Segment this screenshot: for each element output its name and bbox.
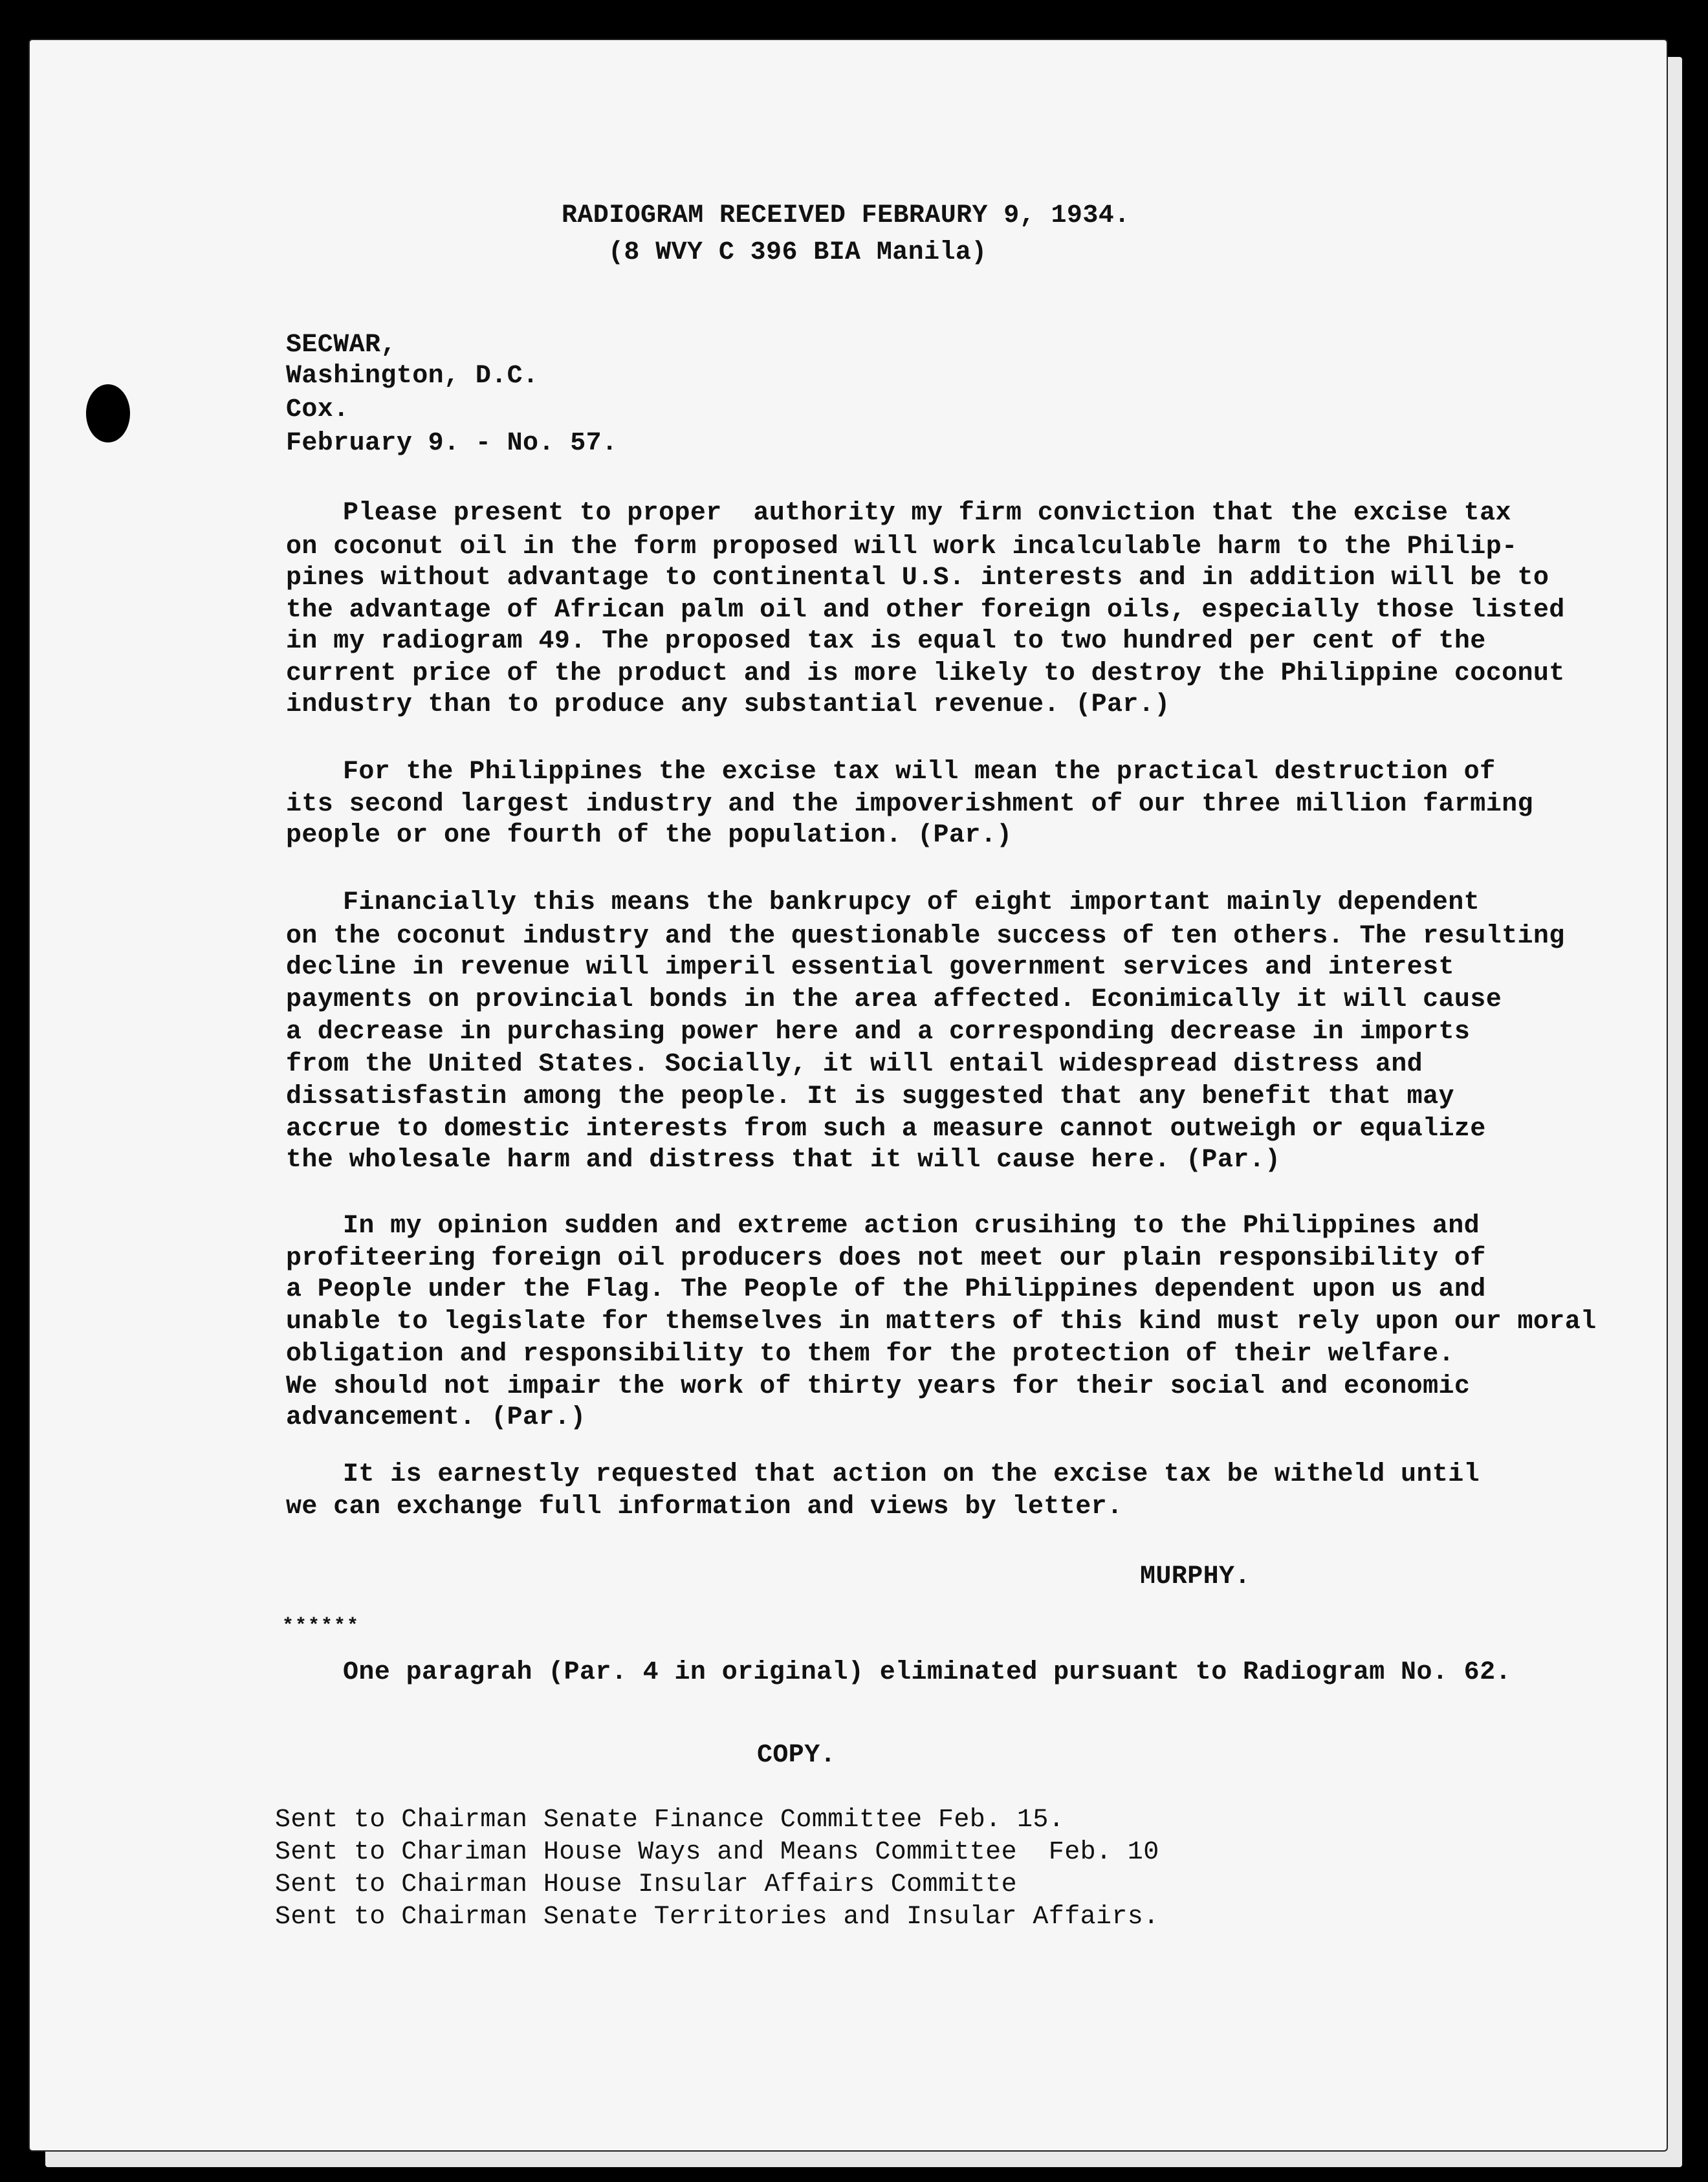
paragraph-line: decline in revenue will imperil essential government services and interest: [286, 953, 1454, 982]
distribution-line: Sent to Chairman House Insular Affairs Committe: [275, 1870, 1017, 1899]
paragraph-line: we can exchange full information and views by letter.: [286, 1492, 1123, 1522]
paragraph-line: its second largest industry and the impoverishment of our three million farming: [286, 790, 1533, 819]
distribution-line: Sent to Chariman House Ways and Means Committee Feb. 10: [275, 1838, 1159, 1867]
paragraph-line: people or one fourth of the population. (Par.): [286, 821, 1013, 850]
paragraph-line: Financially this means the bankrupcy of eight important mainly dependent: [343, 888, 1480, 917]
paragraph-line: in my radiogram 49. The proposed tax is equal to two hundred per cent of the: [286, 627, 1486, 656]
paragraph-line: dissatisfastin among the people. It is suggested that any benefit that may: [286, 1082, 1454, 1111]
distribution-line: Sent to Chairman Senate Finance Committee Feb. 15.: [275, 1806, 1065, 1835]
paragraph-line: the wholesale harm and distress that it will cause here. (Par.): [286, 1146, 1281, 1175]
paragraph-line: We should not impair the work of thirty years for their social and economic: [286, 1372, 1471, 1401]
separator-stars: ******: [282, 1615, 360, 1637]
address-line: Washington, D.C.: [286, 362, 539, 391]
copy-label: COPY.: [757, 1741, 837, 1770]
paragraph-line: on the coconut industry and the questionable success of ten others. The resulting: [286, 922, 1565, 951]
paragraph-line: on coconut oil in the form proposed will work incalculable harm to the Philip-: [286, 532, 1518, 562]
radiogram-reference: (8 WVY C 396 BIA Manila): [608, 238, 987, 267]
radiogram-heading: RADIOGRAM RECEIVED FEBRAURY 9, 1934.: [562, 201, 1130, 230]
paragraph-line: a People under the Flag. The People of the Philippines dependent upon us and: [286, 1275, 1486, 1304]
paragraph-line: unable to legislate for themselves in matters of this kind must rely upon our moral: [286, 1307, 1597, 1336]
distribution-line: Sent to Chairman Senate Territories and Insular Affairs.: [275, 1903, 1159, 1932]
paragraph-line: In my opinion sudden and extreme action crusihing to the Philippines and: [343, 1212, 1480, 1241]
paragraph-line: advancement. (Par.): [286, 1403, 586, 1432]
address-line: February 9. - No. 57.: [286, 429, 618, 458]
paragraph-line: For the Philippines the excise tax will mean the practical destruction of: [343, 758, 1496, 787]
address-line: SECWAR,: [286, 331, 397, 360]
paragraph-line: industry than to produce any substantial revenue. (Par.): [286, 690, 1170, 719]
paragraph-line: obligation and responsibility to them for the protection of their welfare.: [286, 1340, 1454, 1369]
paragraph-line: pines without advantage to continental U.S. interests and in addition will be to: [286, 563, 1549, 593]
paragraph-line: a decrease in purchasing power here and a corresponding decrease in imports: [286, 1018, 1471, 1047]
paragraph-line: It is earnestly requested that action on the excise tax be witheld until: [343, 1460, 1480, 1489]
paragraph-line: from the United States. Socially, it will entail widespread distress and: [286, 1050, 1423, 1079]
address-line: Cox.: [286, 395, 349, 424]
paragraph-line: profiteering foreign oil producers does not meet our plain responsibility of: [286, 1244, 1486, 1273]
paragraph-line: payments on provincial bonds in the area affected. Econimically it will cause: [286, 985, 1502, 1014]
paragraph-line: the advantage of African palm oil and other foreign oils, especially those listed: [286, 596, 1565, 625]
signature: MURPHY.: [1140, 1562, 1251, 1591]
elimination-note: One paragrah (Par. 4 in original) eliminated pursuant to Radiogram No. 62.: [343, 1658, 1511, 1687]
paragraph-line: current price of the product and is more likely to destroy the Philippine coconut: [286, 659, 1565, 688]
paragraph-line: Please present to proper authority my firm conviction that the excise tax: [343, 499, 1511, 528]
paragraph-line: accrue to domestic interests from such a measure cannot outweigh or equalize: [286, 1115, 1486, 1144]
